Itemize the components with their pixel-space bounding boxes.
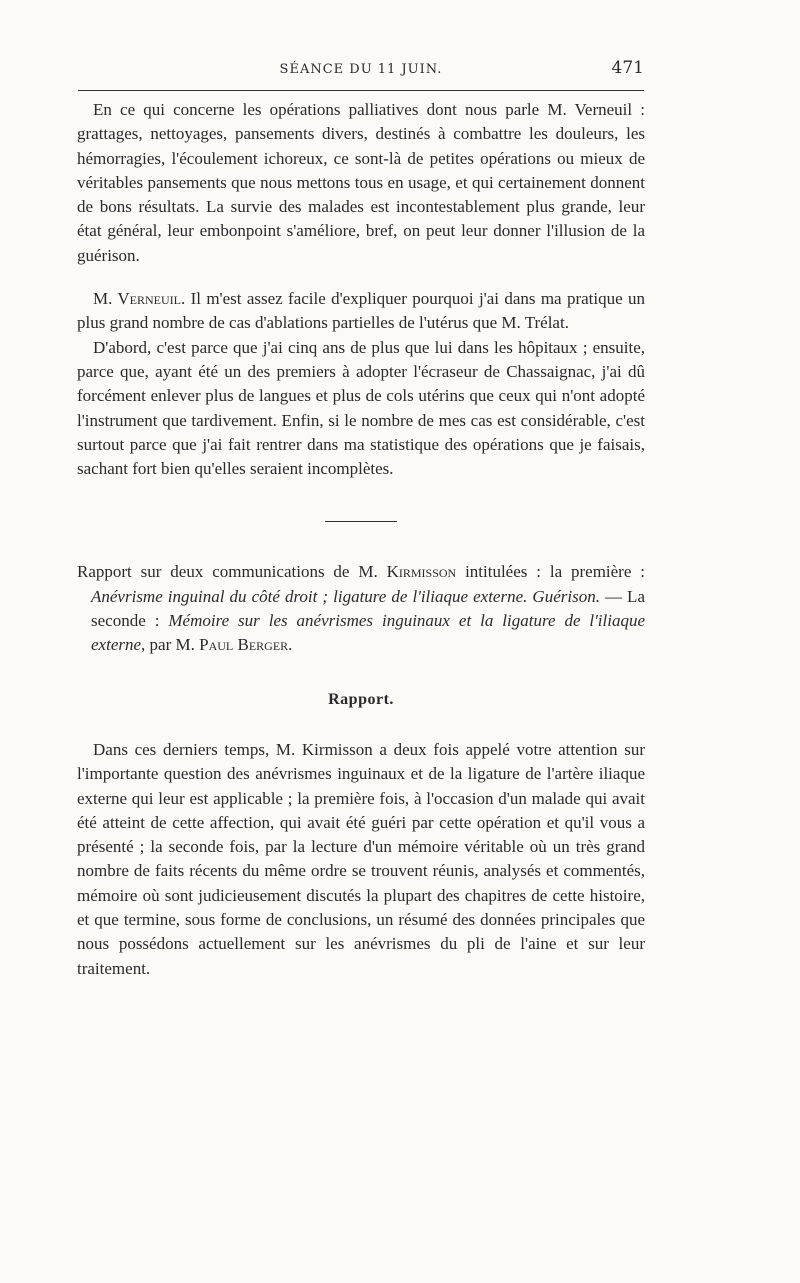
author-berger: Paul Berger [199, 635, 289, 655]
report-heading [77, 560, 645, 657]
report-head-text: . [288, 635, 293, 655]
section-title-rapport: Rapport. [328, 690, 394, 708]
second-communication-title: Mémoire sur les anévrismes inguinaux et la ligature de l'iliaque externe, [91, 611, 646, 655]
report-head-text: intitulées : la première : [456, 562, 645, 582]
first-communication-title: Anévrisme inguinal du côté droit ; ligature de l'iliaque externe. Guérison. [91, 586, 600, 606]
author-kirmisson: Kirmisson [386, 562, 457, 582]
paragraph-explanation: D'abord, c'est parce que j'ai cinq ans de plus que lui dans les hôpitaux ; ensuite, parce que, ayant été un des premiers à adopter l'écraseur de Chassaignac, j'ai dû forcément enlever plus de langues et plus de cols utérins que ceux qui n'ont adopté l'instrument que tardivement. Enfin, si le nombre de mes cas est considérable, c'est surtout parce que j'ai fait rentrer dans ma statistique des opérations que je faisais, sachant fort bien qu'elles seraient incomplètes. [77, 337, 645, 479]
speaker-text: Il m'est assez facile d'expliquer pourquoi j'ai dans ma pratique un plus grand nombre de cas d'ablations partielles de l'utérus que M. Trélat. [77, 289, 645, 333]
running-header [78, 54, 644, 91]
paragraph-verneuil-reply [77, 287, 645, 336]
speaker-name: M. Verneuil. [93, 289, 186, 309]
paragraph-palliative-operations: En ce qui concerne les opérations palliatives dont nous parle M. Verneuil : grattages, nettoyages, pansements divers, destinés à combattre les douleurs, les hémorragies, l'écoulement ichoreux, ce sont-là de petites opérations ou mieux de véritables pansements que nous mettons tous en usage, et qui certainement donnent de bons résultats. La survie des malades est incontestablement plus grande, leur état général, leur embonpoint s'améliore, bref, on peut leur donner l'illusion de la guérison. [77, 100, 645, 265]
header-title: SÉANCE DU 11 JUIN. [279, 62, 443, 77]
report-head-text: par M. [145, 635, 200, 655]
section-divider [325, 521, 397, 522]
page-number: 471 [611, 58, 644, 78]
page-body [77, 98, 645, 981]
report-head-text: — La seconde : [91, 586, 645, 631]
paragraph-report-text: Dans ces derniers temps, M. Kirmisson a deux fois appelé votre attention sur l'importante question des anévrismes inguinaux et de la ligature de l'artère iliaque externe qui leur est applicable ; la première fois, à l'occasion d'un malade qui avait été atteint de cette affection, qui avait été guéri par cette opération et qu'il vous a présenté ; la seconde fois, par la lecture d'un mémoire véritable où un très grand nombre de faits récents du même ordre se trouvent réunis, analysés et commentés, mémoire où sont judicieusement discutés la plupart des chapitres de cette histoire, et que termine, sous forme de conclusions, un résumé des données principales que nous possédons actuellement sur les anévrismes du pli de l'aine et sur leur traitement. [77, 739, 645, 978]
report-head-text: Rapport sur deux communications de M. [77, 562, 387, 582]
